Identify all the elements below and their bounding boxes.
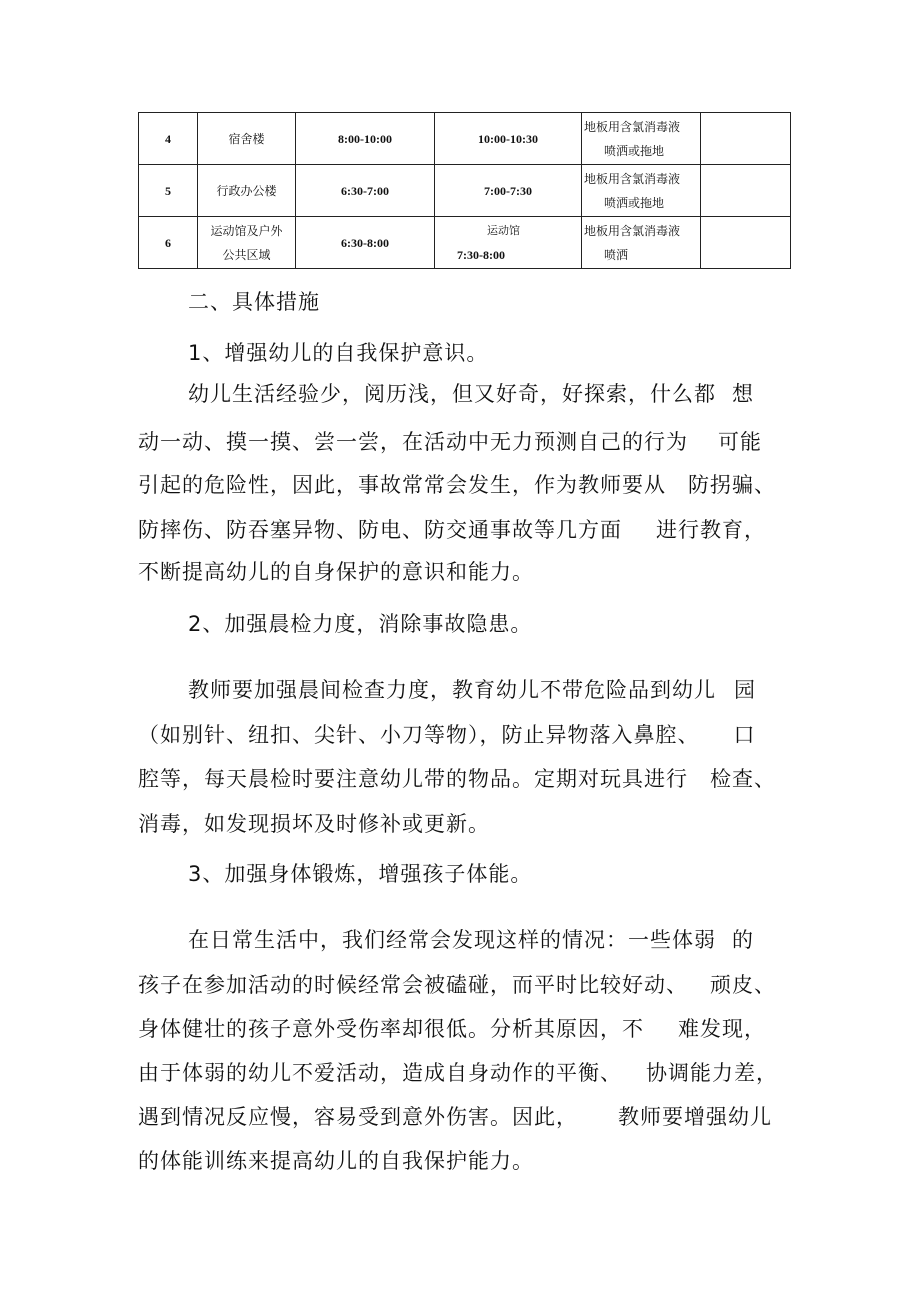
time2-line: 10:00-10:30: [478, 131, 538, 146]
method-line: 地板用含氯消毒液: [584, 119, 681, 134]
line-part: 防拐骗、: [688, 473, 776, 497]
line-part: 园: [734, 678, 756, 702]
line-part: 在日常生活中，我们经常会发现这样的情况：一些体弱: [188, 928, 716, 952]
method-line: 喷洒或拖地: [604, 195, 665, 210]
table-row: [139, 165, 791, 217]
item-heading: 2、加强晨检力度，消除事故隐患。: [188, 612, 533, 636]
paragraph-line: [0, 763, 920, 793]
line-part: （如别针、纽扣、尖针、小刀等物），防止异物落入鼻腔、: [138, 723, 700, 747]
time2-line: 运动馆: [487, 223, 520, 237]
method-line: 喷洒: [604, 247, 629, 262]
line-part: 教师要加强晨间检查力度，教育幼儿不带危险品到幼儿: [188, 678, 716, 702]
paragraph-line: [0, 1101, 920, 1131]
note-cell: [701, 165, 791, 217]
place-cell: [198, 113, 296, 165]
line-part: 的: [732, 928, 754, 952]
line-part: 检查、: [710, 767, 776, 791]
time2-line: 7:00-7:30: [484, 183, 532, 198]
time2-cell: [435, 113, 582, 165]
line-part: 口: [733, 723, 756, 747]
paragraph-line: [0, 556, 920, 586]
table-row: [139, 217, 791, 269]
line-part: 幼儿生活经验少，阅历浅，但又好奇，好探索，什么都: [188, 382, 716, 406]
line-part: 想: [732, 382, 754, 406]
line-part: 消毒，如发现损坏及时修补或更新。: [138, 812, 490, 836]
paragraph-line: [0, 969, 920, 999]
line-part: 教师要增强幼儿: [618, 1105, 772, 1129]
paragraph-line: [0, 1057, 920, 1087]
line-part: 顽皮、: [710, 973, 776, 997]
method-line: 地板用含氯消毒液: [584, 171, 681, 186]
row-number: 6: [139, 217, 198, 269]
paragraph-line: [0, 1013, 920, 1043]
place-line: 运动馆及户外: [210, 223, 283, 238]
line-part: 的体能训练来提高幼儿的自我保护能力。: [138, 1149, 534, 1173]
method-cell: [582, 165, 701, 217]
time1-cell: 6:30-8:00: [296, 217, 435, 269]
line-part: 不断提高幼儿的自身保护的意识和能力。: [138, 560, 534, 584]
line-part: 协调能力差，: [646, 1061, 778, 1085]
place-line: 公共区域: [222, 247, 271, 262]
line-part: 孩子在参加活动的时候经常会被磕碰，而平时比较好动、: [138, 973, 688, 997]
paragraph-line: [0, 1145, 920, 1175]
paragraph-line: [0, 719, 920, 749]
note-cell: [701, 113, 791, 165]
place-cell: [198, 165, 296, 217]
table-row: [139, 113, 791, 165]
paragraph-line: [0, 808, 920, 838]
method-line: 喷洒或拖地: [604, 143, 665, 158]
line-part: 遇到情况反应慢，容易受到意外伤害。因此，: [138, 1105, 578, 1129]
paragraph-line: [0, 924, 920, 954]
item-heading: 3、加强身体锻炼，增强孩子体能。: [188, 862, 533, 886]
paragraph-line: [0, 674, 920, 704]
line-part: 进行教育，: [656, 518, 766, 542]
place-line: 行政办公楼: [216, 183, 277, 198]
place-line: 宿舍楼: [228, 131, 265, 146]
time1-cell: 6:30-7:00: [296, 165, 435, 217]
time2-cell: [435, 217, 582, 269]
line-part: 防摔伤、防吞塞异物、防电、防交通事故等几方面: [138, 518, 622, 542]
method-cell: [582, 113, 701, 165]
paragraph-line: [0, 514, 920, 544]
method-line: 地板用含氯消毒液: [584, 223, 681, 238]
line-part: 腔等，每天晨检时要注意幼儿带的物品。定期对玩具进行: [138, 767, 688, 791]
time1-cell: 8:00-10:00: [296, 113, 435, 165]
row-number: 5: [139, 165, 198, 217]
row-number: 4: [139, 113, 198, 165]
paragraph-line: [0, 426, 920, 456]
line-part: 由于体弱的幼儿不爱活动，造成自身动作的平衡、: [138, 1061, 622, 1085]
place-cell: [198, 217, 296, 269]
line-part: 难发现，: [678, 1017, 766, 1041]
note-cell: [701, 217, 791, 269]
time2-cell: [435, 165, 582, 217]
paragraph-line: [0, 469, 920, 499]
line-part: 引起的危险性，因此，事故常常会发生，作为教师要从: [138, 473, 666, 497]
section-title: 二、具体措施: [188, 290, 320, 314]
line-part: 身体健壮的孩子意外受伤率却很低。分析其原因，不: [138, 1017, 644, 1041]
method-cell: [582, 217, 701, 269]
paragraph-line: [0, 378, 920, 408]
line-part: 可能: [718, 430, 762, 454]
disinfection-schedule-table: [138, 112, 791, 269]
time2-line: 7:30-8:00: [457, 247, 505, 262]
item-heading: 1、增强幼儿的自我保护意识。: [188, 341, 489, 365]
line-part: 动一动、摸一摸、尝一尝，在活动中无力预测自己的行为: [138, 430, 688, 454]
